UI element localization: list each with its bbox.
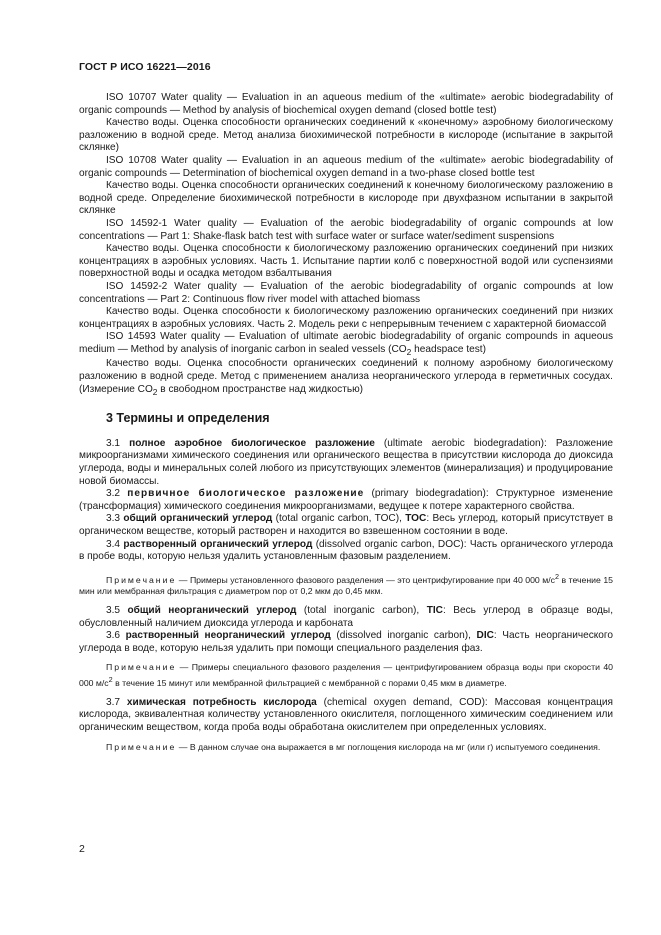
reference-iso14593-en: ISO 14593 Water quality — Evaluation of ultimate aerobic biodegradability of organic compounds in aqueous medium — Method by analysis of inorganic carbon in sealed vessels ($CO_2$ headspace test)	[79, 331, 613, 357]
reference-iso14592-1-en: ISO 14592-1 Water quality — Evaluation of the aerobic biodegradability of organic compounds at low concentrations — Part 1: Shake-flask batch test with surface water or surface water/sediment suspensions	[79, 217, 613, 242]
reference-iso10708-ru: Качество воды. Оценка способности органических соединений к конечному биологическому разложению в водной среде. Определение биохимической потребности в кислороде при двухфазном испытании в закрытой склянке	[79, 180, 613, 217]
reference-iso14593-ru: Качество воды. Оценка способности органических соединений к полному аэробному биологическому разложению в водной среде. Метод с применением анализа неорганического углерода в герметичных сосудах. (Измерение $CO_2$ в свободном пространстве над жидкостью)	[79, 358, 613, 397]
reference-iso10707-en: ISO 10707 Water quality — Evaluation in an aqueous medium of the «ultimate» aerobic biodegradability of organic compounds — Method by analysis of biochemical oxygen demand (closed bottle test)	[79, 92, 613, 116]
page-number: 2	[79, 843, 85, 855]
reference-iso10708-en: ISO 10708 Water quality — Evaluation in an aqueous medium of the «ultimate» aerobic biodegradability of organic compounds — Determination of biochemical oxygen demand in a two-phase closed bottle test	[79, 154, 613, 179]
reference-iso14592-1-ru: Качество воды. Оценка способности к биологическому разложению органических соединений при низких концентрациях в аэробных условиях. Часть 1. Испытание партии колб с поверхностной водой или суспензиями поверхностной воды и осадка методом взбалтывания	[79, 243, 613, 280]
document-body	[79, 92, 613, 761]
term-3-1: 3.1 полное аэробное биологическое разложение (ultimate aerobic biodegradation): Разложение микроорганизмами химического соединения или органического вещества в присутствии кислорода до диоксида углерода, воды и минеральных солей любого из присутствующих элементов (минерализация) и продуцирование новой биомассы.	[79, 437, 614, 487]
term-3-7: 3.7 химическая потребность кислорода (chemical oxygen demand, COD): Массовая концентрация кислорода, эквивалентная количеству установленного окислителя, поглощенного химическим соединением или органическим веществом, когда проба воды обработана окислителем при определенных условиях.	[79, 696, 613, 733]
section-title: 3 Термины и определения	[106, 411, 270, 426]
reference-iso14592-2-ru: Качество воды. Оценка способности к биологическому разложению органических соединений при низких концентрациях в аэробных условиях. Часть 2. Модель реки с непрерывным течением с характерной биомассой	[79, 306, 613, 330]
standard-header: ГОСТ Р ИСО 16221—2016	[79, 61, 211, 73]
term-3-4: 3.4 растворенный органический углерод (dissolved organic carbon, DOC): Часть органического углерода в пробе воды, которую нельзя удалить установленным фазовым разделением.	[79, 538, 613, 563]
term-3-6: 3.6 растворенный неорганический углерод (dissolved inorganic carbon), DIC: Часть неорганического углерода в воде, которую нельзя удалить при помощи специального разделения фаз.	[79, 630, 613, 654]
note-3-4: Примечание — Примеры установленного фазового разделения — это центрифугирование при 40 000 $м/с^2$ в течение 15 мин или мембранная фильтрация с диаметром пор от 0,2 мкм до 0,45 мкм.	[79, 571, 613, 596]
note-3-7: Примечание — В данном случае она выражается в мг поглощения кислорода на мг (или г) испытуемого соединения.	[106, 741, 601, 752]
term-3-3: 3.3 общий органический углерод (total organic carbon, TOC), TOC: Весь углерод, который присутствует в органическом веществе, который растворен и находится во взвешенном состоянии в воде.	[79, 513, 613, 538]
term-3-2: 3.2 первичное биологическое разложение (primary biodegradation): Структурное изменение (трансформация) химического соединения микроорганизмами, ведущее к потере характерного свойства.	[79, 488, 613, 512]
note-3-6: Примечание — Примеры специального фазового разделения — центрифугированием образца воды при скорости 40 000 $м/с^2$ в течение 15 минут или мембранной фильтрацией с мембранной с порами 0,45 мкм в диаметре.	[79, 662, 613, 688]
term-3-5: 3.5 общий неорганический углерод (total inorganic carbon), TIC: Весь углерод в образце воды, обусловленный наличием диоксида углерода и карбоната	[79, 605, 613, 629]
reference-iso10707-ru: Качество воды. Оценка способности органических соединений к «конечному» аэробному биологическому разложению в водной среде. Метод анализа биохимической потребности в кислороде (испытание в закрытой склянке)	[79, 117, 613, 154]
reference-iso14592-2-en: ISO 14592-2 Water quality — Evaluation of the aerobic biodegradability of organic compounds at low concentrations — Part 2: Continuous flow river model with attached biomass	[79, 280, 613, 305]
